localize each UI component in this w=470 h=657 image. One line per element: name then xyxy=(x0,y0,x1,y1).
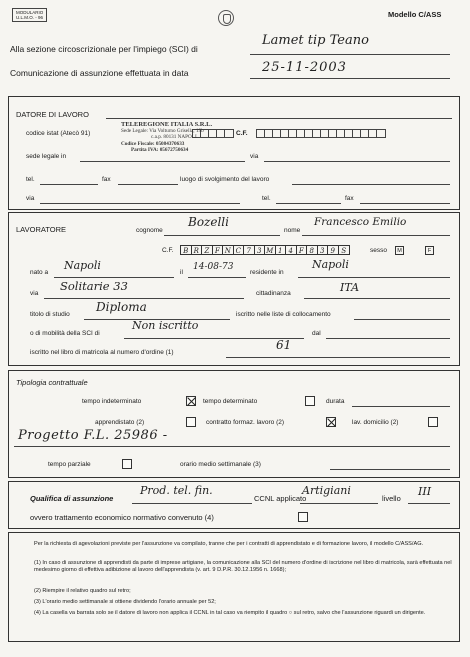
cittadinanza-value[interactable]: ITA xyxy=(340,281,360,294)
indeterminato-label: tempo indeterminato xyxy=(82,398,142,405)
note-4: (4) La casella va barrata solo se il datore di lavoro non applica il CCNL in tal caso va riempito il quadro ○ sul retro, salvo che l'assunzione riguardi un dirigente. xyxy=(34,610,426,616)
determinato-checkbox[interactable] xyxy=(305,396,315,406)
company-stamp: TELEREGIONE ITALIA S.R.L. Sede Legale: Via Volturno Grisella, 19b c.a.p. 80131 NAPOLI Codice Fiscale: 05084370633 Partita IVA: 05672750634 xyxy=(121,121,213,153)
livello-value[interactable]: III xyxy=(418,485,432,498)
qualifica-label: Qualifica di assunzione xyxy=(30,494,114,503)
employer-title: DATORE DI LAVORO xyxy=(16,110,89,119)
ovvero-checkbox[interactable] xyxy=(298,512,308,522)
dal-label: dal xyxy=(312,330,321,337)
istat-label: codice istat (Atecò 91) xyxy=(26,130,91,137)
cognome-value[interactable]: Bozelli xyxy=(188,215,229,229)
fax-label: fax xyxy=(102,176,111,183)
parziale-checkbox[interactable] xyxy=(122,459,132,469)
iscritto-label: iscritto nelle liste di collocamento xyxy=(236,311,331,318)
notes-intro: Per la richiesta di agevolazioni previste per l'assunzione va compilato, tranne che per i contratti di apprendistato e di formazione lavoro, il modello C/ASS/AG. xyxy=(34,541,424,547)
il-value[interactable]: 14-08-73 xyxy=(193,262,234,272)
tel-label: tel. xyxy=(26,176,35,183)
ccnl-label: CCNL applicato xyxy=(254,494,307,503)
contract-handwritten-note[interactable]: Progetto F.L. 25986 - xyxy=(18,428,168,443)
modulario-label: MODULARIO U.L.M.O. - 96 xyxy=(12,8,47,22)
formaz-checkbox[interactable] xyxy=(326,417,336,427)
apprendistato-label: apprendistato (2) xyxy=(95,419,145,426)
sci-value[interactable]: Lamet tip Teano xyxy=(262,33,369,48)
notes-section xyxy=(8,532,460,642)
nome-label: nome xyxy=(284,227,301,234)
employer-cf-label: C.F. xyxy=(236,130,248,137)
sesso-m-box[interactable]: M xyxy=(395,246,404,255)
sesso-label: sesso xyxy=(370,247,387,254)
apprendistato-checkbox[interactable] xyxy=(186,417,196,427)
republic-emblem-icon xyxy=(218,10,234,26)
via-value[interactable]: Solitarie 33 xyxy=(60,279,128,293)
il-label: il xyxy=(180,269,183,276)
cittadinanza-label: cittadinanza xyxy=(256,290,291,297)
employer-cf-grid[interactable] xyxy=(256,129,386,138)
sesso-f-box[interactable]: F xyxy=(425,246,434,255)
model-label: Modello C/ASS xyxy=(388,10,442,19)
orario-label: orario medio settimanale (3) xyxy=(180,461,261,468)
sede-via-label: via xyxy=(250,153,259,160)
formaz-label: contratto formaz. lavoro (2) xyxy=(206,419,285,426)
note-1: (1) In caso di assunzione di apprendisti da parte di imprese artigiane, la comunicazione alla SCI del numero d'ordine di iscrizione nel libro di matricola, sarà effettuata nel medesimo giorno di effettiva adibizione al lavoro dell'apprendista (v. art. 9 D.P.R. 30.12.1956 n. 1668); xyxy=(34,560,452,573)
parziale-label: tempo parziale xyxy=(48,461,91,468)
sci-label: Alla sezione circoscrizionale per l'impiego (SCI) di xyxy=(10,44,198,54)
ccnl-value[interactable]: Artigiani xyxy=(302,484,351,497)
matricola-value[interactable]: 61 xyxy=(276,338,292,352)
comm-date-value[interactable]: 25-11-2003 xyxy=(262,60,347,75)
tel2-label: tel. xyxy=(262,195,271,202)
determinato-label: tempo determinato xyxy=(203,398,258,405)
residente-value[interactable]: Napoli xyxy=(312,258,349,271)
contract-title: Tipologia contrattuale xyxy=(16,378,88,387)
luogo-label: luogo di svolgimento del lavoro xyxy=(180,176,270,183)
domicilio-label: lav. domicilio (2) xyxy=(352,419,399,426)
mobilita-label: o di mobilità della SCI di xyxy=(30,330,100,337)
comm-label: Comunicazione di assunzione effettuata in data xyxy=(10,68,189,78)
via2-label: via xyxy=(26,195,35,202)
livello-label: livello xyxy=(382,494,401,503)
indeterminato-checkbox[interactable] xyxy=(186,396,196,406)
fax2-label: fax xyxy=(345,195,354,202)
worker-title: LAVORATORE xyxy=(16,225,67,234)
note-3: (3) L'orario medio settimanale si ottiene dividendo l'orario annuale per 52; xyxy=(34,599,216,605)
worker-cf-label: C.F. xyxy=(162,247,174,254)
titolo-value[interactable]: Diploma xyxy=(96,300,147,314)
mobilita-value[interactable]: Non iscritto xyxy=(132,319,199,332)
ovvero-label: ovvero trattamento economico normativo convenuto (4) xyxy=(30,513,214,522)
nome-value[interactable]: Francesco Emilio xyxy=(314,216,407,228)
nato-value[interactable]: Napoli xyxy=(64,259,101,272)
residente-label: residente in xyxy=(250,269,284,276)
domicilio-checkbox[interactable] xyxy=(428,417,438,427)
note-2: (2) Riempire il relativo quadro sul retro; xyxy=(34,588,131,594)
via-label: via xyxy=(30,290,39,297)
worker-cf-grid[interactable]: B R Z F N C 7 3 M 1 4 F 8 3 9 S xyxy=(180,245,350,255)
qualifica-value[interactable]: Prod. tel. fin. xyxy=(140,484,213,497)
sede-label: sede legale in xyxy=(26,153,67,160)
matricola-label: iscritto nel libro di matricola al numero d'ordine (1) xyxy=(30,349,174,356)
durata-label: durata xyxy=(326,398,345,405)
cognome-label: cognome xyxy=(136,227,163,234)
nato-label: nato a xyxy=(30,269,49,276)
titolo-label: titolo di studio xyxy=(30,311,70,318)
